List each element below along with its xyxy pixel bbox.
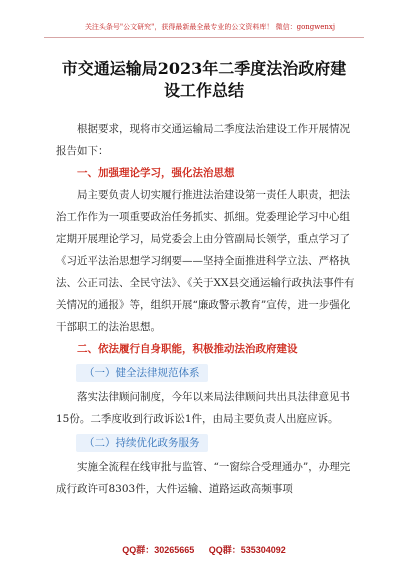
- document-title: [48, 58, 360, 102]
- document-body: [56, 118, 356, 500]
- subsection-2-1-paragraph: 落实法律顾问制度，今年以来局法律顾问共出具法律意见书15份。二季度收到行政诉讼1件，由局主要负责人出庭应诉。: [56, 391, 350, 425]
- footer-qq-group-2: QQ群：535304092: [208, 545, 286, 555]
- footer-qq-group-1: QQ群：30265665: [122, 545, 195, 555]
- section-heading-1: 一、加强理论学习，强化法治思想: [77, 167, 235, 179]
- subheading-2-1-label: （一）健全法律规范体系: [76, 364, 208, 382]
- intro-paragraph: 根据要求，现将市交通运输局二季度法治建设工作开展情况报告如下：: [56, 123, 350, 157]
- subheading-2-2-label: （二）持续优化政务服务: [76, 434, 208, 452]
- title-line-2: 设工作总结: [163, 81, 244, 100]
- subsection-2-2-paragraph: 实施全流程在线审批与监管、“一窗综合受理通办”，办理完成行政许可8303件，大件运输、道路运政高频事项: [56, 461, 351, 495]
- header-note: 关注头条号"公文研究"，获得最新最全最专业的公文资料库！ 微信：gongwenxj: [84, 23, 336, 31]
- footer: [0, 543, 408, 556]
- header-divider: [44, 37, 364, 38]
- section-heading-2: 二、依法履行自身职能，积极推动法治政府建设: [77, 343, 298, 355]
- section-1-paragraph: 局主要负责人切实履行推进法治建设第一责任人职责，把法治工作作为一项重要政治任务抓实、抓细。党委理论学习中心组定期开展理论学习，局党委会上由分管副局长领学，重点学习了《习近平法治思想学习纲要——坚持全面推进科学立法、严格执法、公正司法、全民守法》、《关于XX县交通运输行政执法事件有关情况的通报》等，组织开展“廉政警示教育”宣传，进一步强化干部职工的法治思想。: [56, 189, 355, 333]
- subheading-2-1: [56, 362, 356, 384]
- subheading-2-2: [56, 432, 356, 454]
- title-line-1: 市交通运输局2023年二季度法治政府建: [61, 59, 347, 78]
